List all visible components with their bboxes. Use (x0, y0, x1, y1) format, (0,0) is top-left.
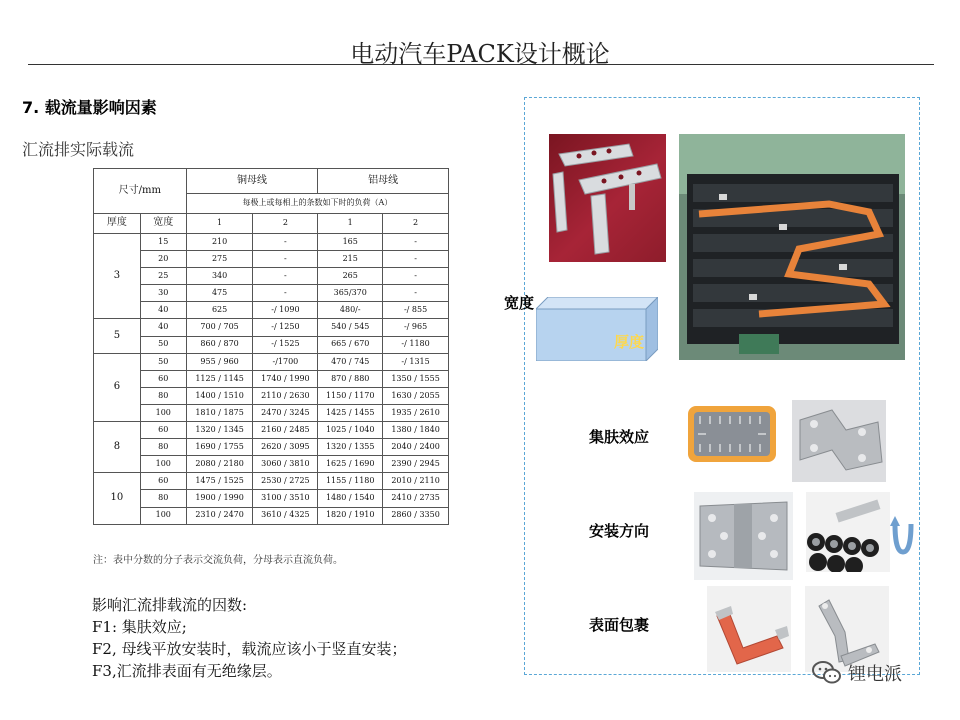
flat-busbar-photo (694, 492, 793, 580)
load-cell: - (253, 234, 318, 251)
load-cell: 165 (318, 234, 383, 251)
factors-intro: 影响汇流排载流的因数: (92, 596, 248, 614)
watermark (812, 660, 902, 686)
load-cell: 1125 / 1145 (186, 370, 253, 387)
thickness-cell: 5 (94, 319, 141, 353)
load-cell: 365/370 (318, 285, 383, 302)
table-row (94, 251, 449, 268)
load-cell: 1630 / 2055 (383, 387, 449, 404)
table-row (94, 507, 449, 524)
header-thickness: 厚度 (94, 214, 141, 234)
load-cell: 860 / 870 (186, 336, 253, 353)
load-cell: 2470 / 3245 (253, 404, 318, 421)
width-cell: 80 (140, 490, 186, 507)
width-cell: 80 (140, 387, 186, 404)
coated-busbar-photo (707, 586, 791, 672)
load-cell: 1690 / 1755 (186, 439, 253, 456)
busbar-current-table (93, 168, 449, 525)
load-cell: 2390 / 2945 (383, 456, 449, 473)
section-subtitle: 汇流排实际载流 (22, 140, 135, 159)
load-cell: - (383, 268, 449, 285)
width-cell: 25 (140, 268, 186, 285)
header-size: 尺寸/mm (94, 169, 187, 214)
up-down-arrow-icon (890, 516, 916, 556)
load-cell: 870 / 880 (318, 370, 383, 387)
thickness-label: 厚度 (614, 333, 645, 351)
table-row (94, 439, 449, 456)
header-load-span: 每极上或每相上的条数如下时的负荷（A） (186, 194, 448, 214)
width-cell: 40 (140, 319, 186, 336)
load-cell: -/ 855 (383, 302, 449, 319)
load-cell: -/ 1180 (383, 336, 449, 353)
header-sub-col: 1 (186, 214, 253, 234)
load-cell: 1935 / 2610 (383, 404, 449, 421)
battery-pack-photo (679, 134, 905, 360)
load-cell: -/ 1525 (253, 336, 318, 353)
load-cell: 1810 / 1875 (186, 404, 253, 421)
load-cell: 475 (186, 285, 253, 302)
section-heading: 7. 载流量影响因素 (22, 98, 157, 117)
load-cell: 540 / 545 (318, 319, 383, 336)
width-cell: 80 (140, 439, 186, 456)
thickness-cell: 6 (94, 353, 141, 421)
width-cell: 50 (140, 336, 186, 353)
load-cell: - (383, 251, 449, 268)
skin-effect-label: 集肤效应 (589, 428, 650, 446)
load-cell: 470 / 745 (318, 353, 383, 370)
width-cell: 100 (140, 456, 186, 473)
load-cell: 480/- (318, 302, 383, 319)
load-cell: 3610 / 4325 (253, 507, 318, 524)
load-cell: 1155 / 1180 (318, 473, 383, 490)
load-cell: 1320 / 1345 (186, 422, 253, 439)
factors-list (92, 594, 407, 682)
title-rule (28, 64, 934, 65)
orientation-label: 安装方向 (589, 522, 650, 540)
load-cell: 1025 / 1040 (318, 422, 383, 439)
load-cell: 2080 / 2180 (186, 456, 253, 473)
table-row (94, 234, 449, 251)
factor-item: F3,汇流排表面有无绝缘层。 (92, 662, 282, 680)
load-cell: 2410 / 2735 (383, 490, 449, 507)
table-row (94, 319, 449, 336)
factor-item: F2, 母线平放安装时，载流应该小于竖直安装； (92, 640, 407, 658)
load-cell: 3060 / 3810 (253, 456, 318, 473)
load-cell: 2110 / 2630 (253, 387, 318, 404)
width-cell: 60 (140, 422, 186, 439)
width-cell: 40 (140, 302, 186, 319)
header-copper: 铜母线 (186, 169, 318, 194)
load-cell: 1740 / 1990 (253, 370, 318, 387)
load-cell: 215 (318, 251, 383, 268)
load-cell: 1425 / 1455 (318, 404, 383, 421)
watermark-text: 锂电派 (848, 664, 902, 685)
load-cell: 1150 / 1170 (318, 387, 383, 404)
load-cell: -/ 1315 (383, 353, 449, 370)
load-cell: -/ 965 (383, 319, 449, 336)
thickness-cell: 10 (94, 473, 141, 524)
load-cell: 2310 / 2470 (186, 507, 253, 524)
load-cell: -/ 1090 (253, 302, 318, 319)
table-row (94, 353, 449, 370)
thickness-cell: 3 (94, 234, 141, 319)
load-cell: 2160 / 2485 (253, 422, 318, 439)
width-cell: 20 (140, 251, 186, 268)
load-cell: 1320 / 1355 (318, 439, 383, 456)
busbar-photo (549, 134, 666, 262)
table-row (94, 370, 449, 387)
load-cell: - (383, 234, 449, 251)
table-row (94, 268, 449, 285)
width-cell: 15 (140, 234, 186, 251)
vertical-install-photo (806, 492, 890, 572)
load-cell: 275 (186, 251, 253, 268)
load-cell: 210 (186, 234, 253, 251)
table-row (94, 336, 449, 353)
load-cell: 3100 / 3510 (253, 490, 318, 507)
load-cell: 2010 / 2110 (383, 473, 449, 490)
load-cell: 1380 / 1840 (383, 422, 449, 439)
load-cell: 1625 / 1690 (318, 456, 383, 473)
table-row (94, 285, 449, 302)
table-row (94, 456, 449, 473)
load-cell: 2040 / 2400 (383, 439, 449, 456)
table-row (94, 422, 449, 439)
width-cell: 30 (140, 285, 186, 302)
load-cell: 1350 / 1555 (383, 370, 449, 387)
thickness-cell: 8 (94, 422, 141, 473)
load-cell: -/1700 (253, 353, 318, 370)
header-sub-col: 2 (253, 214, 318, 234)
header-aluminum: 铝母线 (318, 169, 449, 194)
factor-item: F1: 集肤效应; (92, 618, 187, 636)
load-cell: - (253, 268, 318, 285)
header-width: 宽度 (140, 214, 186, 234)
load-cell: 1475 / 1525 (186, 473, 253, 490)
load-cell: 2860 / 3350 (383, 507, 449, 524)
load-cell: 340 (186, 268, 253, 285)
width-cell: 100 (140, 507, 186, 524)
load-cell: - (383, 285, 449, 302)
skin-effect-diagram (686, 404, 778, 464)
load-cell: 1900 / 1990 (186, 490, 253, 507)
load-cell: 2620 / 3095 (253, 439, 318, 456)
load-cell: 1400 / 1510 (186, 387, 253, 404)
width-label: 宽度 (504, 294, 535, 312)
table-row (94, 404, 449, 421)
load-cell: - (253, 251, 318, 268)
width-cell: 60 (140, 473, 186, 490)
load-cell: 1480 / 1540 (318, 490, 383, 507)
header-sub-col: 2 (383, 214, 449, 234)
load-cell: 265 (318, 268, 383, 285)
load-cell: 625 (186, 302, 253, 319)
load-cell: 2530 / 2725 (253, 473, 318, 490)
load-cell: 700 / 705 (186, 319, 253, 336)
width-cell: 50 (140, 353, 186, 370)
table-row (94, 473, 449, 490)
table-note: 注：表中分数的分子表示交流负荷，分母表示直流负荷。 (93, 555, 343, 566)
table-row (94, 302, 449, 319)
load-cell: 1820 / 1910 (318, 507, 383, 524)
table-row (94, 490, 449, 507)
load-cell: - (253, 285, 318, 302)
load-cell: 955 / 960 (186, 353, 253, 370)
width-cell: 100 (140, 404, 186, 421)
load-cell: 665 / 670 (318, 336, 383, 353)
coating-label: 表面包裹 (589, 616, 650, 634)
bent-busbar-photo (792, 400, 886, 482)
load-cell: -/ 1250 (253, 319, 318, 336)
table-row (94, 387, 449, 404)
page-title: 电动汽车PACK设计概论 (350, 40, 610, 68)
wechat-icon (812, 660, 842, 686)
width-cell: 60 (140, 370, 186, 387)
header-sub-col: 1 (318, 214, 383, 234)
